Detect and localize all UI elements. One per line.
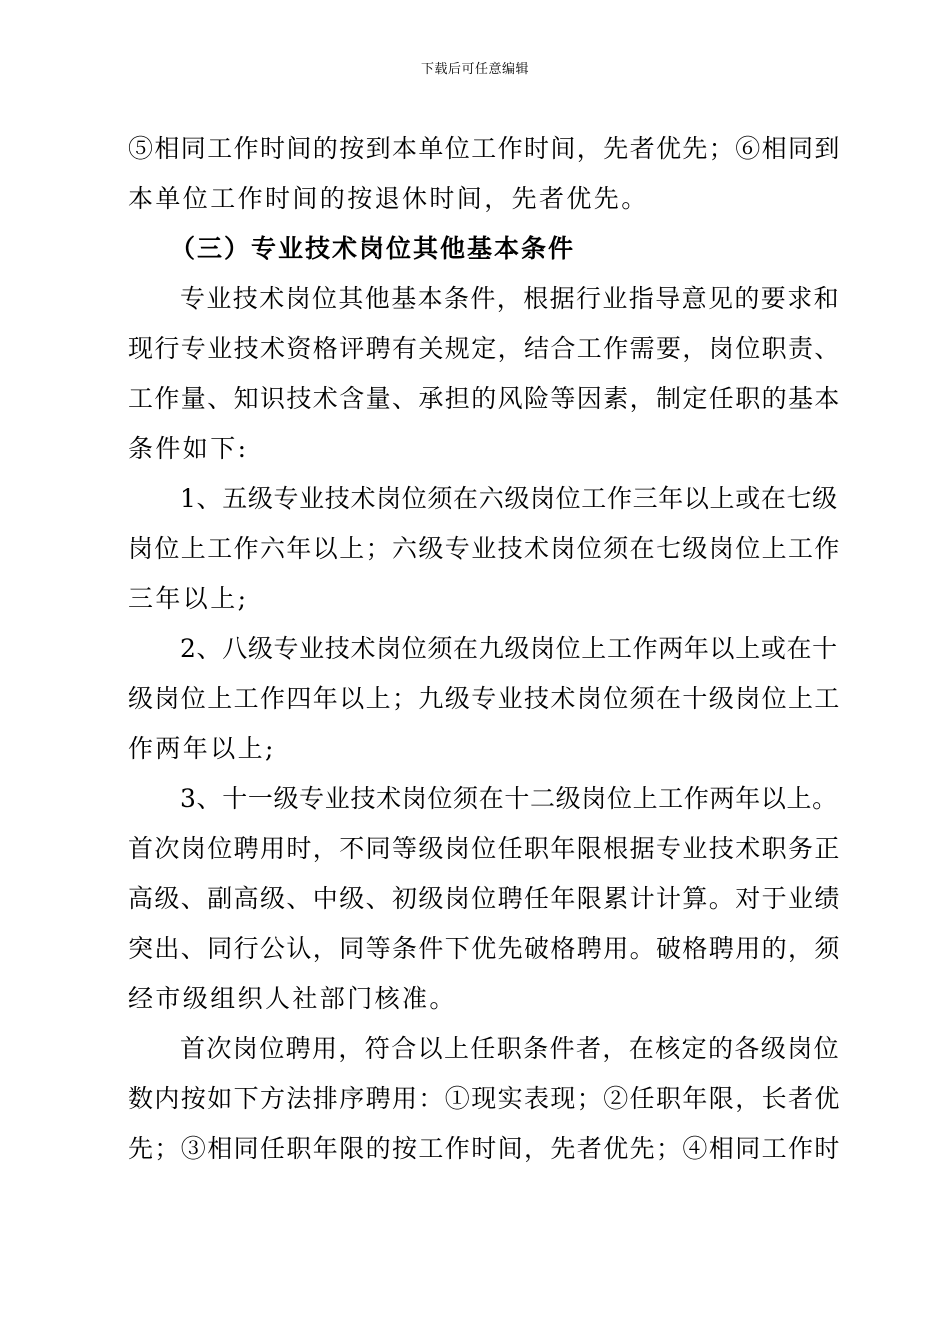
text-line: 突出、同行公认，同等条件下优先破格聘用。破格聘用的，须 [128, 934, 841, 963]
text-line: 首次岗位聘用时，不同等级岗位任职年限根据专业技术职务正 [128, 834, 841, 863]
text-line: 经市级组织人社部门核准。 [128, 984, 457, 1013]
text-line: 作两年以上; [128, 734, 276, 763]
text-line: 三年以上; [128, 584, 249, 613]
text-line: 首次岗位聘用，符合以上任职条件者，在核定的各级岗位 [180, 1034, 841, 1063]
page-header: 下载后可任意编辑 [420, 62, 529, 77]
text-line: 现行专业技术资格评聘有关规定，结合工作需要，岗位职责、 [128, 334, 841, 363]
text-line: 数内按如下方法排序聘用：①现实表现；②任职年限，长者优 [128, 1084, 841, 1113]
list-item-2: 2、八级专业技术岗位须在九级岗位上工作两年以上或在十 [180, 634, 838, 663]
text-line: ⑤相同工作时间的按到本单位工作时间，先者优先；⑥相同到 [128, 134, 841, 163]
text-line: 专业技术岗位其他基本条件，根据行业指导意见的要求和 [180, 284, 841, 313]
list-item-1: 1、五级专业技术岗位须在六级岗位工作三年以上或在七级 [180, 484, 838, 513]
text-line: 级岗位上工作四年以上；九级专业技术岗位须在十级岗位上工 [128, 684, 841, 713]
section-heading: （三）专业技术岗位其他基本条件 [170, 234, 576, 263]
text-line: 本单位工作时间的按退休时间，先者优先。 [128, 184, 649, 213]
text-line: 高级、副高级、中级、初级岗位聘任年限累计计算。对于业绩 [128, 884, 841, 913]
text-line: 条件如下: [128, 434, 249, 463]
text-line: 工作量、知识技术含量、承担的风险等因素，制定任职的基本 [128, 384, 841, 413]
text-line: 先；③相同任职年限的按工作时间，先者优先；④相同工作时 [128, 1134, 841, 1163]
text-line: 岗位上工作六年以上；六级专业技术岗位须在七级岗位上工作 [128, 534, 841, 563]
list-item-3: 3、十一级专业技术岗位须在十二级岗位上工作两年以上。 [180, 784, 838, 813]
